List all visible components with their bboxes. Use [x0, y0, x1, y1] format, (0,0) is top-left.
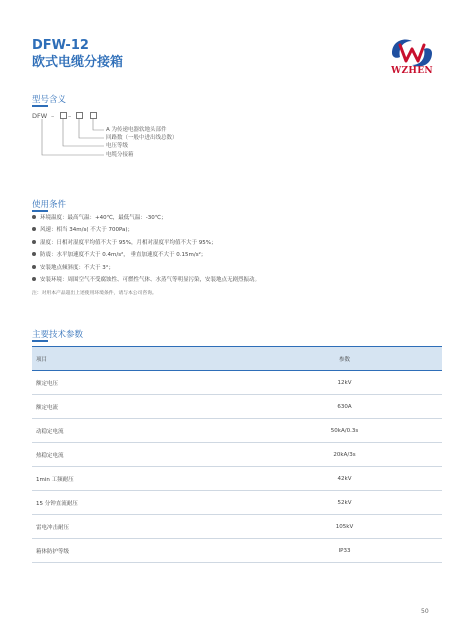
model-label-type: 电缆分接箱: [106, 152, 134, 158]
table-row: 热稳定电流 20kA/3s: [32, 443, 442, 467]
table-header-row: [32, 347, 442, 371]
bullet-icon: [32, 227, 36, 231]
table-row: 箱体防护等级 IP33: [32, 539, 442, 563]
model-label-a: A 为传递电器软地头部件: [106, 127, 167, 133]
list-item: 安装地点倾斜度：不大于 3°；: [32, 264, 442, 276]
section-underline: [32, 210, 48, 212]
table-row: 动稳定电流 50kA/0.3s: [32, 419, 442, 443]
model-dash: –: [51, 112, 55, 120]
model-heading: 型号含义: [32, 95, 67, 105]
model-code: DFW: [32, 112, 48, 120]
conditions-note: 注：对用本产品超出上述使用环境条件，请与本公司咨询。: [32, 291, 157, 296]
bullet-icon: [32, 215, 36, 219]
specs-heading: 主要技术参数: [32, 330, 84, 340]
section-underline: [32, 340, 48, 342]
model-dash: –: [68, 112, 72, 120]
list-item: 防震：水平加速度不大于 0.4m/s²， 垂直加速度不大于 0.15m/s²；: [32, 251, 442, 263]
table-row: 额定电流 630A: [32, 395, 442, 419]
column-header-item: 项目: [32, 347, 247, 371]
list-item: 风速：相当 34m/s( 不大于 700Pa)；: [32, 226, 442, 238]
list-item: 环境温度：最高气温：+40℃，最低气温：-30℃；: [32, 214, 442, 226]
list-item: 安装环境：周围空气不受腐蚀性、可燃性气体、水蒸气等明显污染，安装地点无剧烈振动。: [32, 276, 442, 288]
logo-text: WZHEN: [391, 66, 433, 76]
table-row: 额定电压 12kV: [32, 371, 442, 395]
conditions-list: [32, 214, 442, 288]
page-number: 50: [421, 608, 429, 615]
product-model: DFW-12: [32, 38, 89, 53]
table-row: 雷电冲击耐压 105kV: [32, 515, 442, 539]
table-row: 1min 工频耐压 42kV: [32, 467, 442, 491]
model-label-voltage: 电压等级: [106, 143, 129, 149]
product-name: 欧式电缆分接箱: [32, 55, 124, 70]
column-header-value: 参数: [247, 347, 442, 371]
conditions-heading: 使用条件: [32, 200, 67, 210]
specs-table: [32, 346, 442, 563]
list-item: 湿度：日相对湿度平均值不大于 95%，月相对湿度平均值不大于 95%；: [32, 239, 442, 251]
bullet-icon: [32, 252, 36, 256]
bullet-icon: [32, 240, 36, 244]
bullet-icon: [32, 277, 36, 281]
table-row: 15 分钟直流耐压 52kV: [32, 491, 442, 515]
bullet-icon: [32, 265, 36, 269]
model-label-circuits: 回路数（一般中进出线总数）: [106, 135, 178, 141]
